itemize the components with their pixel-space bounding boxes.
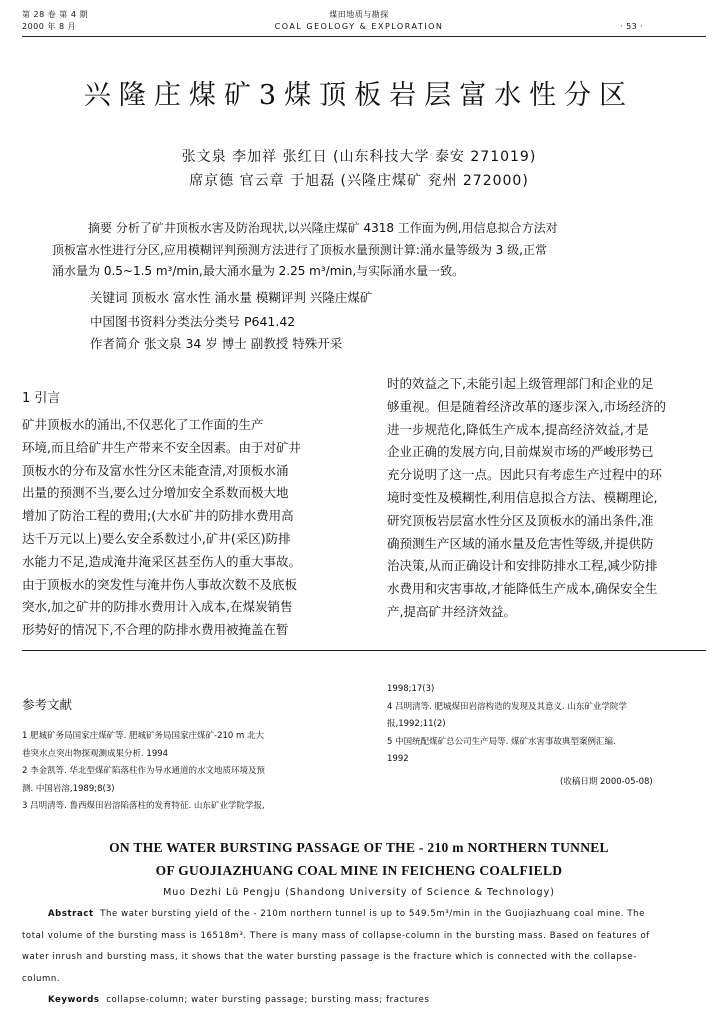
body-line: 治决策,从而正确设计和安排防排水工程,减少防排 — [387, 558, 658, 574]
journal-title-cn: 煤田地质与勘探 — [329, 10, 389, 19]
body-column-right — [387, 373, 707, 624]
body-line: 水费用和灾害事故,才能降低生产成本,确保安全生 — [387, 581, 658, 597]
reference-item: 1 肥城矿务局国家庄煤矿等. 肥城矿务局国家庄煤矿-210 m 北大 — [22, 731, 264, 741]
abstract-line-2: 顶板富水性进行分区,应用模糊评判预测方法进行了顶板水量预测计算:涌水量等级为 3 级,正常 — [52, 242, 547, 257]
body-line: 确预测生产区域的涌水量及危害性等级,并提供防 — [387, 535, 654, 551]
abstract-line-3: 涌水量为 0.5~1.5 m³/min,最大涌水量为 2.25 m³/min,与实际涌水量一致。 — [52, 264, 465, 278]
journal-title-en: COAL GEOLOGY & EXPLORATION — [274, 22, 444, 31]
body-line: 产,提高矿井经济效益。 — [387, 603, 516, 619]
english-keywords-text: collapse-column; water bursting passage; bursting mass; fractures — [106, 995, 430, 1005]
body-line: 充分说明了这一点。因此只有考虑生产过程中的环 — [387, 467, 663, 483]
reference-item: 1992 — [387, 754, 409, 764]
english-abstract-line: column. — [22, 973, 61, 984]
body-line: 企业正确的发展方向,目前煤炭市场的严峻形势已 — [387, 444, 654, 460]
english-abstract — [22, 904, 706, 990]
english-title-line-1: ON THE WATER BURSTING PASSAGE OF THE - 210 m NORTHERN TUNNEL — [109, 840, 609, 855]
reference-item: 2 李金凯等. 华北型煤矿陷落柱作为导水通道的水文地质环境及预 — [22, 766, 266, 776]
reference-item: 3 吕明清等. 鲁西煤田岩溶陷落柱的发育特征. 山东矿业学院学报, — [22, 801, 265, 811]
body-line: 由于顶板水的突发性与淹井伤人事故次数不及底板 — [22, 576, 298, 592]
body-line: 研究顶板岩层富水性分区及顶板水的涌出条件,准 — [387, 512, 654, 528]
english-abstract-line: total volume of the bursting mass is 16518m³. There is many mass of collapse-column in the bursting mass. Based on features of — [22, 930, 650, 941]
english-authors: Muo Dezhi Lü Pengju (Shandong University of Science & Technology) — [163, 887, 555, 898]
abstract-line-1: 摘要 分析了矿井顶板水害及防治现状,以兴隆庄煤矿 4318 工作面为例,用信息拟合方法对 — [88, 221, 558, 235]
english-abstract-line — [22, 904, 706, 926]
body-line: 够重视。但是随着经济改革的逐步深入,市场经济的 — [387, 398, 666, 414]
header-rule — [22, 36, 706, 37]
references-left — [22, 728, 362, 816]
body-line: 达千万元以上)要么安全系数过小,矿井(采区)防排 — [22, 530, 291, 546]
body-line: 形势好的情况下,不合理的防排水费用被掩盖在暂 — [22, 622, 289, 638]
issue-date: 2000 年 8 月 — [22, 22, 77, 31]
authors-line-2: 席京德 官云章 于旭磊 (兴隆庄煤矿 兖州 272000) — [189, 173, 529, 189]
english-abstract-text: The water bursting yield of the - 210m northern tunnel is up to 549.5m³/min in the Guojiazhuang coal mine. The — [100, 909, 645, 919]
reference-item: 1998;17(3) — [387, 684, 435, 694]
english-abstract-line: water inrush and bursting mass, it shows that the water bursting passage is the fracture which is connected with the collapse- — [22, 952, 637, 962]
section-rule — [22, 650, 706, 651]
keywords-label: Keywords — [48, 995, 100, 1005]
body-line: 突水,加之矿井的防排水费用计入成本,在煤炭销售 — [22, 599, 293, 615]
classification-number: 中国图书资料分类法分类号 P641.42 — [90, 314, 296, 329]
references-right — [387, 681, 707, 769]
keywords-cn: 关键词 顶板水 富水性 涌水量 模糊评判 兴隆庄煤矿 — [90, 290, 373, 305]
abstract-label: Abstract — [48, 909, 94, 919]
body-line: 进一步规范化,降低生产成本,提高经济效益,才是 — [387, 421, 649, 437]
page-number: · 53 · — [620, 22, 644, 31]
body-line: 增加了防治工程的费用;(大水矿井的防排水费用高 — [22, 508, 294, 524]
reference-item: 测. 中国岩溶,1989;8(3) — [22, 783, 115, 794]
reference-item: 巷突水点突出物探观测成果分析. 1994 — [22, 748, 169, 759]
body-line: 矿井顶板水的涌出,不仅恶化了工作面的生产 — [22, 417, 264, 432]
author-bio: 作者简介 张文泉 34 岁 博士 副教授 特殊开采 — [90, 336, 343, 351]
references-heading: 参考文献 — [22, 697, 73, 712]
english-title-line-2: OF GUOJIAZHUANG COAL MINE IN FEICHENG COALFIELD — [155, 863, 563, 878]
body-line: 水能力不足,造成淹井淹采区甚至伤人的重大事故。 — [22, 553, 301, 569]
body-line: 时的效益之下,未能引起上级管理部门和企业的足 — [387, 376, 654, 391]
english-keywords — [22, 990, 706, 1012]
authors-line-1: 张文泉 李加祥 张红日 (山东科技大学 泰安 271019) — [181, 149, 537, 165]
body-line: 环境,而且给矿井生产带来不安全因素。由于对矿井 — [22, 439, 301, 455]
received-date: (收稿日期 2000-05-08) — [560, 777, 653, 787]
reference-item: 5 中国统配煤矿总公司生产局等. 煤矿水害事故典型案例汇编. — [387, 736, 616, 747]
body-line: 出量的预测不当,要么过分增加安全系数而极大地 — [22, 485, 289, 501]
abstract-cn — [52, 218, 688, 283]
section-1-heading: 1 引言 — [22, 391, 61, 406]
paper-title: 兴隆庄煤矿3煤顶板岩层富水性分区 — [83, 80, 635, 111]
volume-issue: 第 28 卷 第 4 期 — [22, 10, 88, 19]
body-line: 境时变性及模糊性,利用信息拟合方法、模糊理论, — [387, 489, 658, 505]
body-column-left — [22, 414, 354, 642]
reference-item: 4 吕明清等. 肥城煤田岩溶构造的发现及其意义. 山东矿业学院学 — [387, 701, 627, 712]
body-line: 顶板水的分布及富水性分区未能查清,对顶板水涌 — [22, 462, 289, 478]
reference-item: 报,1992;11(2) — [387, 719, 446, 729]
